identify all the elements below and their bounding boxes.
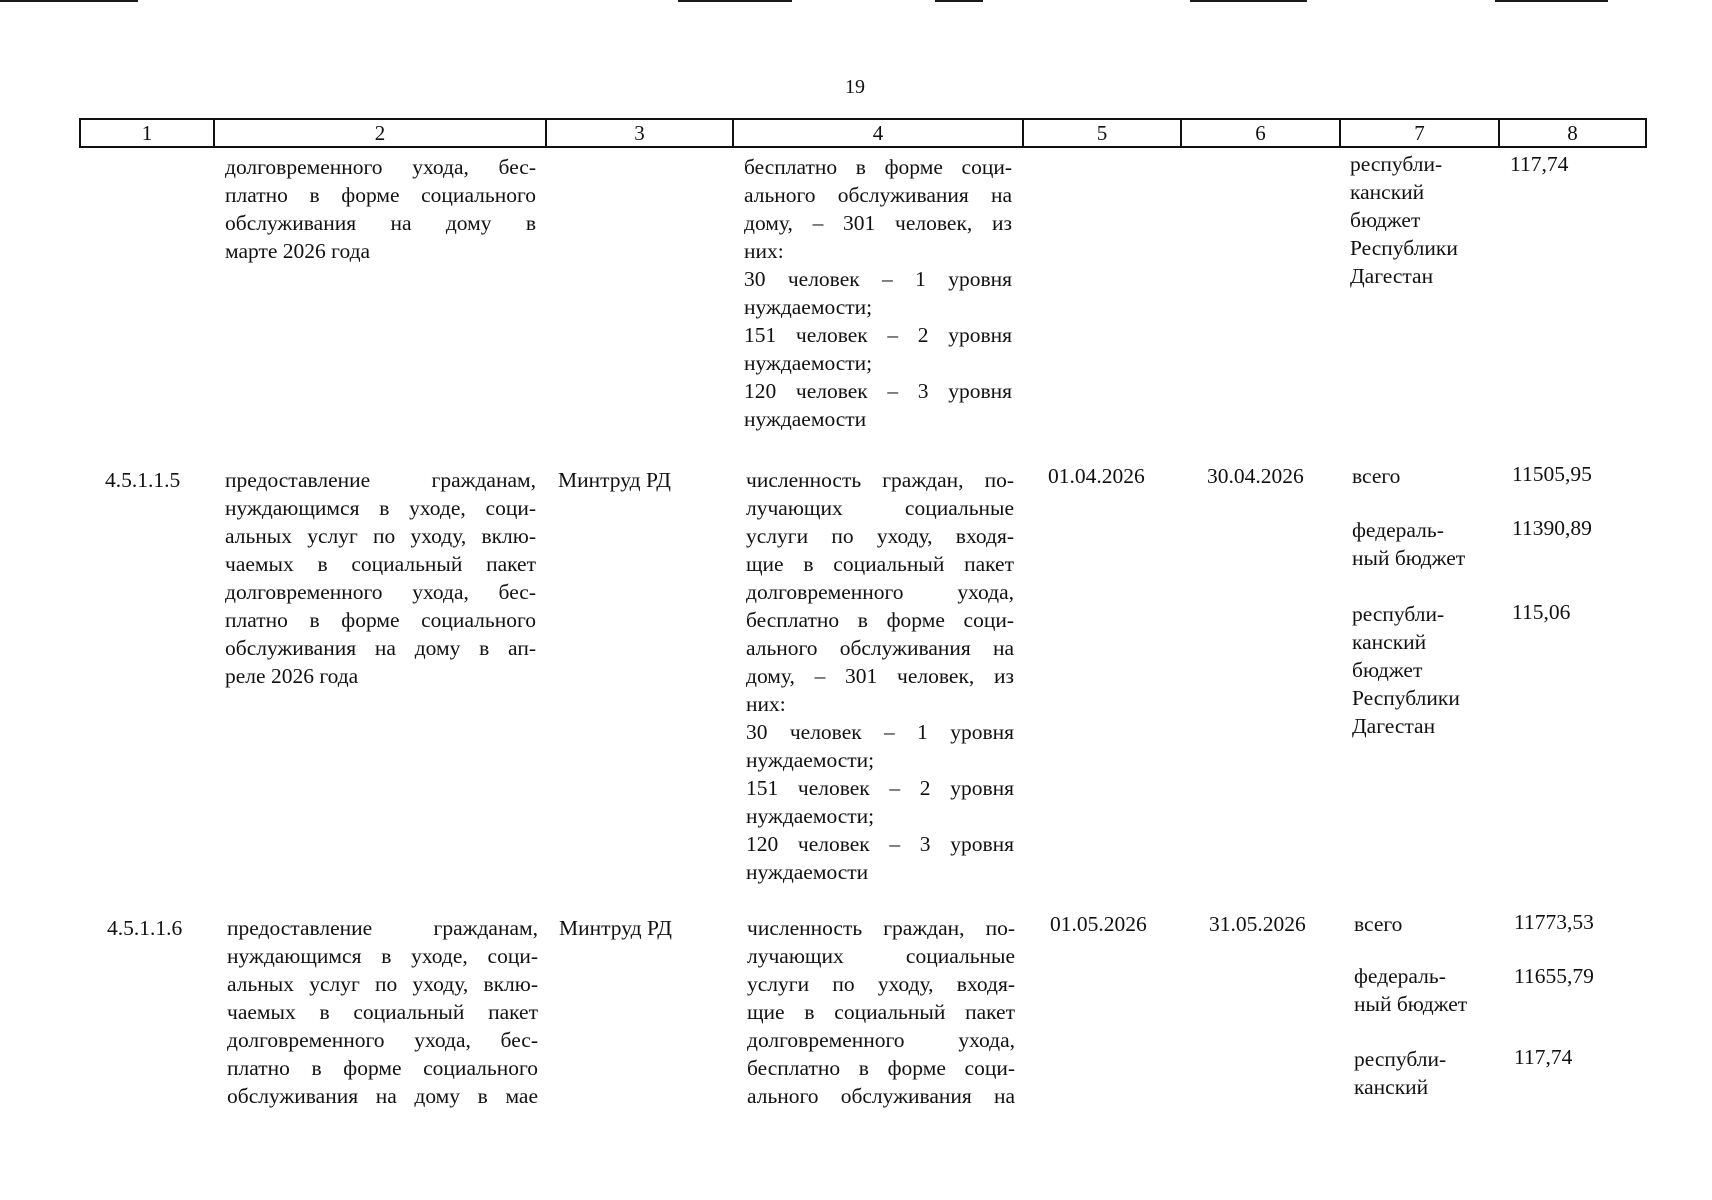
header-col-8: 8 — [1499, 119, 1646, 147]
text-line: республи- — [1350, 152, 1443, 176]
row-executor: Минтруд РД — [558, 468, 671, 492]
text-line: 120 человек – 3 уровня — [746, 832, 1014, 856]
text-line: 30 человек – 1 уровня — [746, 720, 1014, 744]
funding-federal-value: 11390,89 — [1512, 516, 1592, 540]
text-line: марте 2026 года — [225, 239, 371, 263]
text-line: предоставление гражданам, — [227, 916, 538, 940]
text-line: численность граждан, по- — [747, 916, 1015, 940]
text-line: нуждаемости; — [744, 351, 873, 375]
text-line: обслуживания на дому в мае — [227, 1084, 538, 1108]
text-line: услуги по уходу, входя- — [746, 524, 1014, 548]
text-line: нуждаемости; — [746, 748, 875, 772]
text-line: нуждаемости; — [746, 804, 875, 828]
continuation-funding-source — [1350, 150, 1490, 290]
text-line: предоставление гражданам, — [225, 468, 536, 492]
text-line: федераль- — [1352, 518, 1444, 542]
text-line: долговременного ухода, бес- — [225, 580, 536, 604]
scan-edge-mark — [678, 0, 792, 2]
funding-republic-value: 115,06 — [1512, 600, 1571, 624]
text-line: услуги по уходу, входя- — [747, 972, 1015, 996]
row-executor: Минтруд РД — [559, 916, 672, 940]
text-line: долговременного ухода, бес- — [225, 155, 536, 179]
text-line: бесплатно в форме соци- — [744, 155, 1012, 179]
funding-total-value: 11773,53 — [1514, 910, 1594, 934]
row-end-date: 31.05.2026 — [1209, 912, 1306, 936]
funding-federal-label — [1354, 962, 1494, 1018]
scan-edge-mark — [935, 0, 983, 2]
row-number: 4.5.1.1.5 — [105, 468, 181, 492]
text-line: дому, – 301 человек, из — [746, 664, 1014, 688]
text-line: нуждающимся в уходе, соци- — [225, 496, 536, 520]
text-line: ный бюджет — [1354, 992, 1468, 1016]
text-line: чаемых в социальный пакет — [227, 1000, 538, 1024]
text-line: нуждаемости — [746, 860, 869, 884]
text-line: бесплатно в форме соци- — [746, 608, 1014, 632]
text-line: них: — [744, 239, 784, 263]
text-line: них: — [746, 692, 786, 716]
text-line: щие в социальный пакет — [746, 552, 1014, 576]
scan-edge-mark — [1190, 0, 1307, 2]
text-line: 151 человек – 2 уровня — [744, 323, 1012, 347]
text-line: дому, – 301 человек, из — [744, 211, 1012, 235]
row-number: 4.5.1.1.6 — [107, 916, 183, 940]
text-line: чаемых в социальный пакет — [225, 552, 536, 576]
funding-federal-label — [1352, 516, 1492, 572]
row-start-date: 01.04.2026 — [1048, 464, 1145, 488]
text-line: 30 человек – 1 уровня — [744, 267, 1012, 291]
text-line: республи- — [1352, 602, 1445, 626]
text-line: ального обслуживания на — [744, 183, 1012, 207]
text-line: республи- — [1354, 1047, 1447, 1071]
page-number: 19 — [845, 76, 865, 98]
header-col-4: 4 — [733, 119, 1023, 147]
header-col-7: 7 — [1340, 119, 1499, 147]
text-line: Дагестан — [1352, 714, 1436, 738]
continuation-description — [225, 153, 536, 265]
text-line: бесплатно в форме соци- — [747, 1056, 1015, 1080]
scan-edge-mark — [1495, 0, 1608, 2]
text-line: численность граждан, по- — [746, 468, 1014, 492]
row-description — [227, 914, 538, 1110]
text-line: нуждаемости; — [744, 295, 873, 319]
text-line: платно в форме социального — [225, 183, 536, 207]
header-col-6: 6 — [1181, 119, 1340, 147]
text-line: лучающих социальные — [746, 496, 1014, 520]
row-start-date: 01.05.2026 — [1050, 912, 1147, 936]
funding-republic-label — [1352, 600, 1492, 740]
text-line: долговременного ухода, бес- — [227, 1028, 538, 1052]
text-line: обслуживания на дому в — [225, 211, 536, 235]
text-line: 151 человек – 2 уровня — [746, 776, 1014, 800]
scan-edge-mark — [0, 0, 138, 2]
column-number-header — [79, 118, 1647, 148]
text-line: платно в форме социального — [227, 1056, 538, 1080]
row-indicator — [746, 466, 1014, 886]
text-line: канский — [1354, 1075, 1429, 1099]
text-line: щие в социальный пакет — [747, 1000, 1015, 1024]
text-line: федераль- — [1354, 964, 1446, 988]
text-line: нуждающимся в уходе, соци- — [227, 944, 538, 968]
funding-total-value: 11505,95 — [1512, 462, 1592, 486]
text-line: альных услуг по уходу, вклю- — [227, 972, 538, 996]
text-line: канский — [1352, 630, 1427, 654]
text-line: бюджет — [1350, 208, 1421, 232]
header-col-3: 3 — [546, 119, 733, 147]
text-line: альных услуг по уходу, вклю- — [225, 524, 536, 548]
funding-total-label: всего — [1354, 912, 1403, 936]
text-line: лучающих социальные — [747, 944, 1015, 968]
row-description — [225, 466, 536, 690]
continuation-indicator — [744, 153, 1012, 433]
funding-republic-label — [1354, 1045, 1494, 1101]
funding-federal-value: 11655,79 — [1514, 964, 1594, 988]
text-line: долговременного ухода, — [747, 1028, 1015, 1052]
text-line: реле 2026 года — [225, 664, 359, 688]
row-indicator — [747, 914, 1015, 1110]
text-line: долговременного ухода, — [746, 580, 1014, 604]
header-col-5: 5 — [1023, 119, 1181, 147]
text-line: канский — [1350, 180, 1425, 204]
text-line: ального обслуживания на — [746, 636, 1014, 660]
row-end-date: 30.04.2026 — [1207, 464, 1304, 488]
text-line: 120 человек – 3 уровня — [744, 379, 1012, 403]
text-line: нуждаемости — [744, 407, 867, 431]
text-line: обслуживания на дому в ап- — [225, 636, 536, 660]
text-line: Республики — [1352, 686, 1460, 710]
header-col-2: 2 — [214, 119, 546, 147]
text-line: ный бюджет — [1352, 546, 1466, 570]
text-line: Дагестан — [1350, 264, 1434, 288]
funding-total-label: всего — [1352, 464, 1401, 488]
header-col-1: 1 — [80, 119, 214, 147]
continuation-amount: 117,74 — [1510, 152, 1569, 176]
text-line: Республики — [1350, 236, 1458, 260]
funding-republic-value: 117,74 — [1514, 1045, 1573, 1069]
text-line: бюджет — [1352, 658, 1423, 682]
text-line: платно в форме социального — [225, 608, 536, 632]
text-line: ального обслуживания на — [747, 1084, 1015, 1108]
